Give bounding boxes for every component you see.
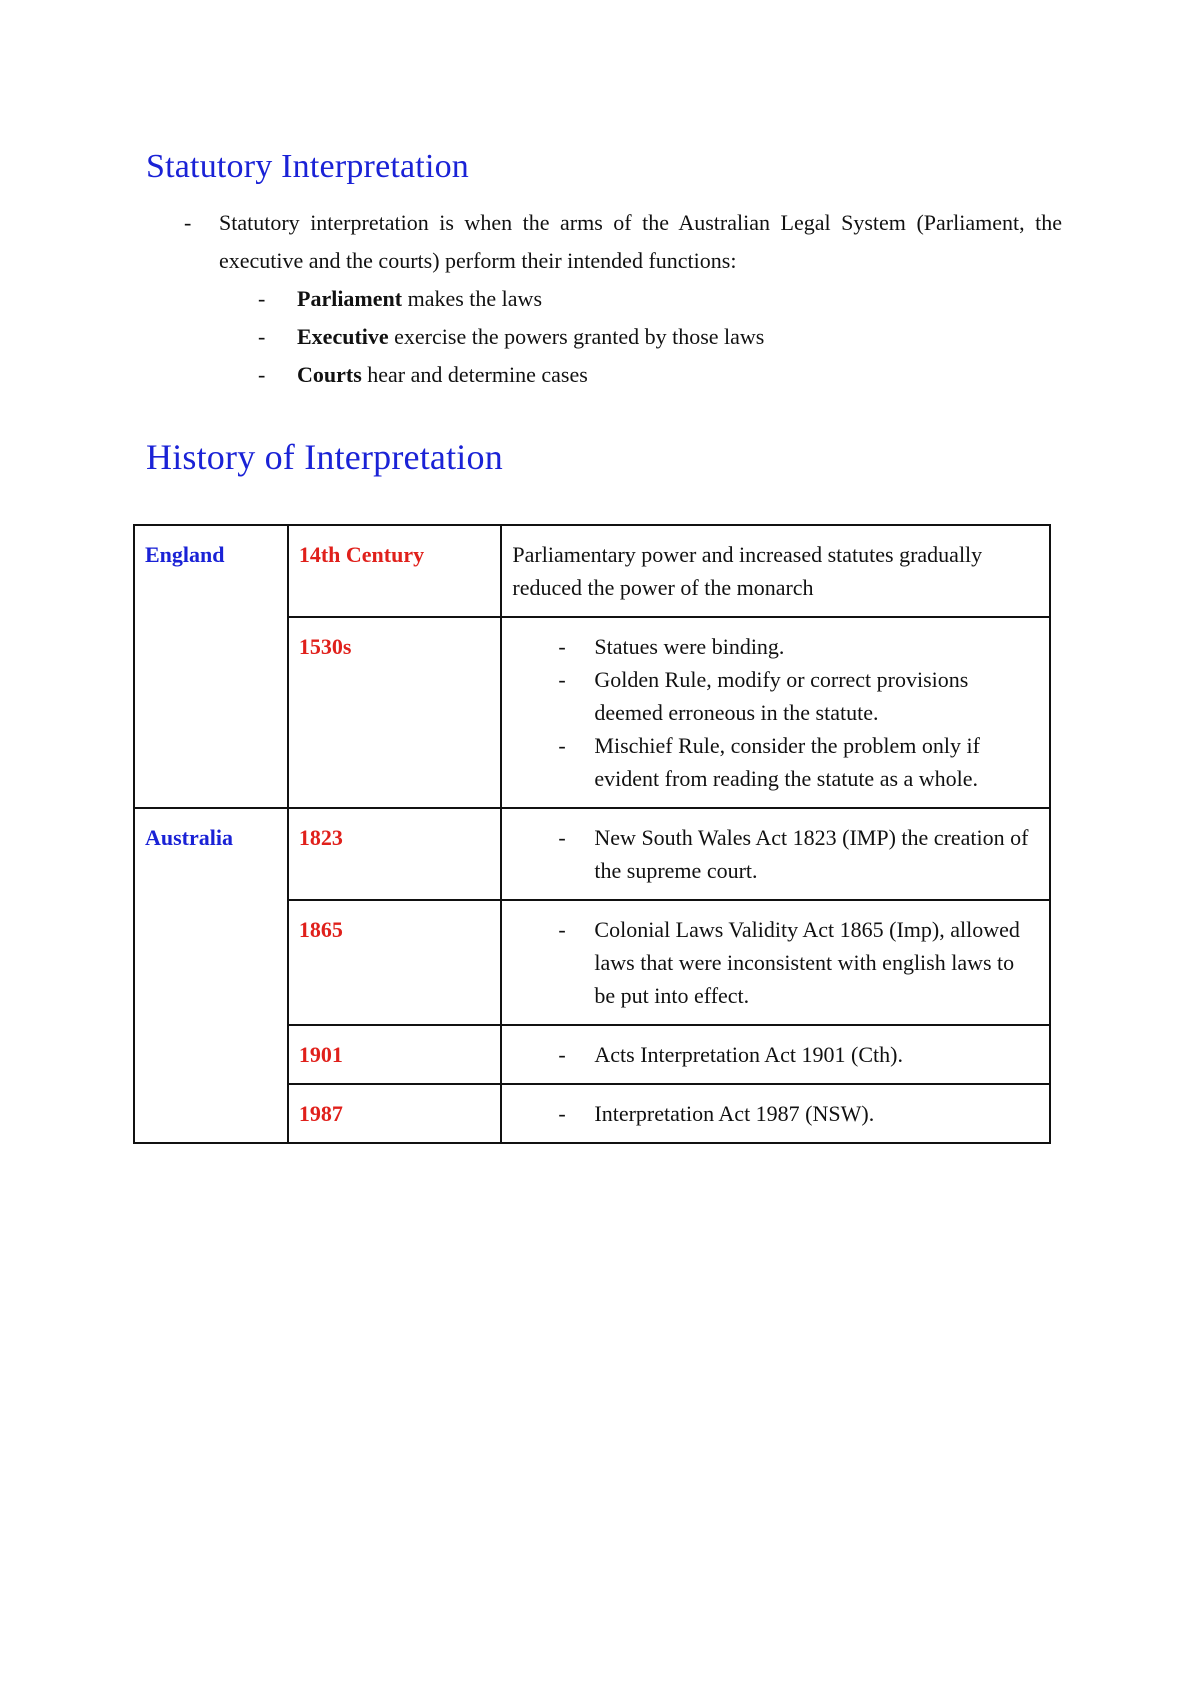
list-item [512, 729, 1039, 795]
bullet-list [512, 630, 1039, 795]
description-cell [501, 1084, 1050, 1143]
dash-bullet: - [558, 667, 566, 692]
dash-bullet: - [558, 634, 566, 659]
bullet-text: Golden Rule, modify or correct provisions deemed erroneous in the statute. [594, 667, 969, 725]
list-item-parliament [258, 280, 1062, 318]
history-table [133, 524, 1051, 1144]
bullet-text: Acts Interpretation Act 1901 (Cth). [594, 1042, 903, 1067]
term-description: exercise the powers granted by those laws [388, 324, 765, 349]
section-heading-history-of-interpretation: History of Interpretation [146, 437, 503, 477]
description-cell [501, 808, 1050, 900]
bullet-list [512, 1038, 1039, 1071]
term-parliament: Parliament [297, 286, 403, 311]
list-item [512, 630, 1039, 663]
dash-bullet: - [558, 1042, 566, 1067]
list-item [512, 1038, 1039, 1071]
term-description: hear and determine cases [361, 362, 588, 387]
description-cell [501, 1025, 1050, 1084]
list-item [512, 1097, 1039, 1130]
period-cell: 1823 [288, 808, 502, 900]
description-cell [501, 617, 1050, 808]
period-cell: 1530s [288, 617, 502, 808]
dash-bullet: - [558, 1101, 566, 1126]
bullet-text: Mischief Rule, consider the problem only if evident from reading the statute as a whole. [594, 733, 980, 791]
dash-bullet: - [558, 825, 566, 850]
country-cell-england: England [134, 525, 288, 808]
bullet-list [512, 821, 1039, 887]
bullet-list [512, 1097, 1039, 1130]
list-item-courts [258, 356, 1062, 394]
dash-bullet: - [258, 362, 266, 387]
period-cell: 1901 [288, 1025, 502, 1084]
term-executive: Executive [297, 324, 389, 349]
table-row [134, 525, 1050, 617]
intro-paragraph: Statutory interpretation is when the arms of the Australian Legal System (Parliament, the executive and the courts) perform their intended functions: [219, 210, 1062, 273]
list-item [512, 821, 1039, 887]
period-cell: 1987 [288, 1084, 502, 1143]
bullet-text: Colonial Laws Validity Act 1865 (Imp), allowed laws that were inconsistent with english laws to be put into effect. [594, 917, 1020, 1008]
intro-block [184, 204, 1062, 394]
country-cell-australia: Australia [134, 808, 288, 1143]
description-cell: Parliamentary power and increased statutes gradually reduced the power of the monarch [501, 525, 1050, 617]
bullet-list [512, 913, 1039, 1012]
table-row [134, 808, 1050, 900]
bullet-text: Statues were binding. [594, 634, 785, 659]
dash-bullet: - [558, 917, 566, 942]
functions-list [184, 280, 1062, 394]
bullet-text: New South Wales Act 1823 (IMP) the creation of the supreme court. [594, 825, 1029, 883]
term-courts: Courts [297, 362, 362, 387]
section-heading-statutory-interpretation: Statutory Interpretation [146, 148, 469, 185]
dash-bullet: - [258, 324, 266, 349]
description-cell [501, 900, 1050, 1025]
term-description: makes the laws [402, 286, 542, 311]
list-item-executive [258, 318, 1062, 356]
list-item [512, 913, 1039, 1012]
dash-bullet: - [258, 286, 266, 311]
period-cell: 14th Century [288, 525, 502, 617]
dash-bullet: - [558, 733, 566, 758]
bullet-text: Interpretation Act 1987 (NSW). [594, 1101, 875, 1126]
period-cell: 1865 [288, 900, 502, 1025]
dash-bullet: - [184, 210, 192, 235]
list-item [512, 663, 1039, 729]
